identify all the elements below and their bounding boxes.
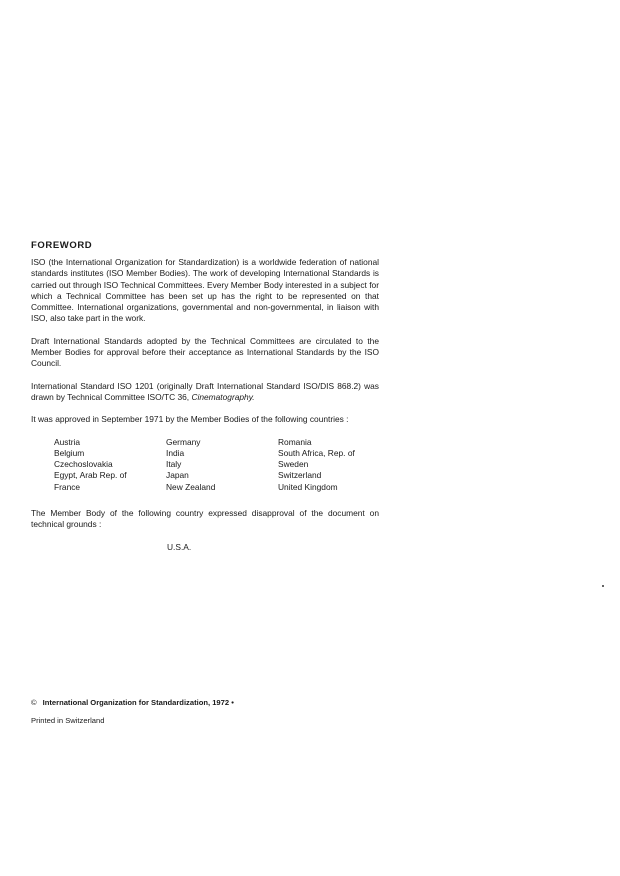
paragraph-iso-intro: ISO (the International Organization for Standardization) is a worldwide federation of national standards institutes (ISO Member Bodies). The work of developing International Standards is carried out through ISO Technical Committees. Every Member Body interested in a subject for which a Technical Committee has been set up has the right to be represented on that Committee. International organizations, governmental and non-governmental, in liaison with ISO, also take part in the work. bbox=[31, 257, 379, 324]
country-item: Sweden bbox=[278, 459, 309, 470]
paragraph-standard-origin bbox=[31, 381, 379, 404]
copyright-symbol: © bbox=[31, 698, 37, 707]
paragraph-approval: It was approved in September 1971 by the Member Bodies of the following countries : bbox=[31, 414, 349, 425]
country-item: Italy bbox=[166, 459, 182, 470]
paragraph-disapproval: The Member Body of the following country expressed disapproval of the document on technical grounds : bbox=[31, 508, 379, 530]
committee-name: Cinematography. bbox=[191, 391, 255, 402]
copyright-line bbox=[31, 698, 234, 707]
foreword-heading: FOREWORD bbox=[31, 240, 93, 251]
country-item: South Africa, Rep. of bbox=[278, 447, 355, 458]
printed-in-line: Printed in Switzerland bbox=[31, 716, 105, 725]
standard-origin-text: International Standard ISO 1201 (originally Draft International Standard ISO/DIS 868.2) was drawn by Technical Committee ISO/TC 36, bbox=[31, 380, 379, 402]
country-item: Japan bbox=[166, 470, 189, 481]
country-item: Romania bbox=[278, 436, 312, 447]
foreword-section bbox=[31, 240, 379, 553]
country-item: Czechoslovakia bbox=[54, 459, 113, 470]
country-item: Germany bbox=[166, 436, 201, 447]
country-item: Egypt, Arab Rep. of bbox=[54, 470, 127, 481]
country-item: United Kingdom bbox=[278, 481, 338, 492]
paragraph-draft-standards: Draft International Standards adopted by the Technical Committees are circulated to the Member Bodies for approval before their acceptance as International Standards by the ISO Council. bbox=[31, 335, 379, 369]
country-item: Switzerland bbox=[278, 470, 322, 481]
approving-countries-list bbox=[54, 437, 379, 493]
disapproving-country: U.S.A. bbox=[167, 541, 192, 552]
country-item: France bbox=[54, 481, 81, 492]
country-item: Belgium bbox=[54, 447, 85, 458]
copyright-text: International Organization for Standardization, 1972 • bbox=[42, 698, 234, 707]
country-item: India bbox=[166, 447, 185, 458]
country-item: Austria bbox=[54, 436, 81, 447]
country-item: New Zealand bbox=[166, 481, 216, 492]
stray-dot bbox=[602, 585, 604, 587]
